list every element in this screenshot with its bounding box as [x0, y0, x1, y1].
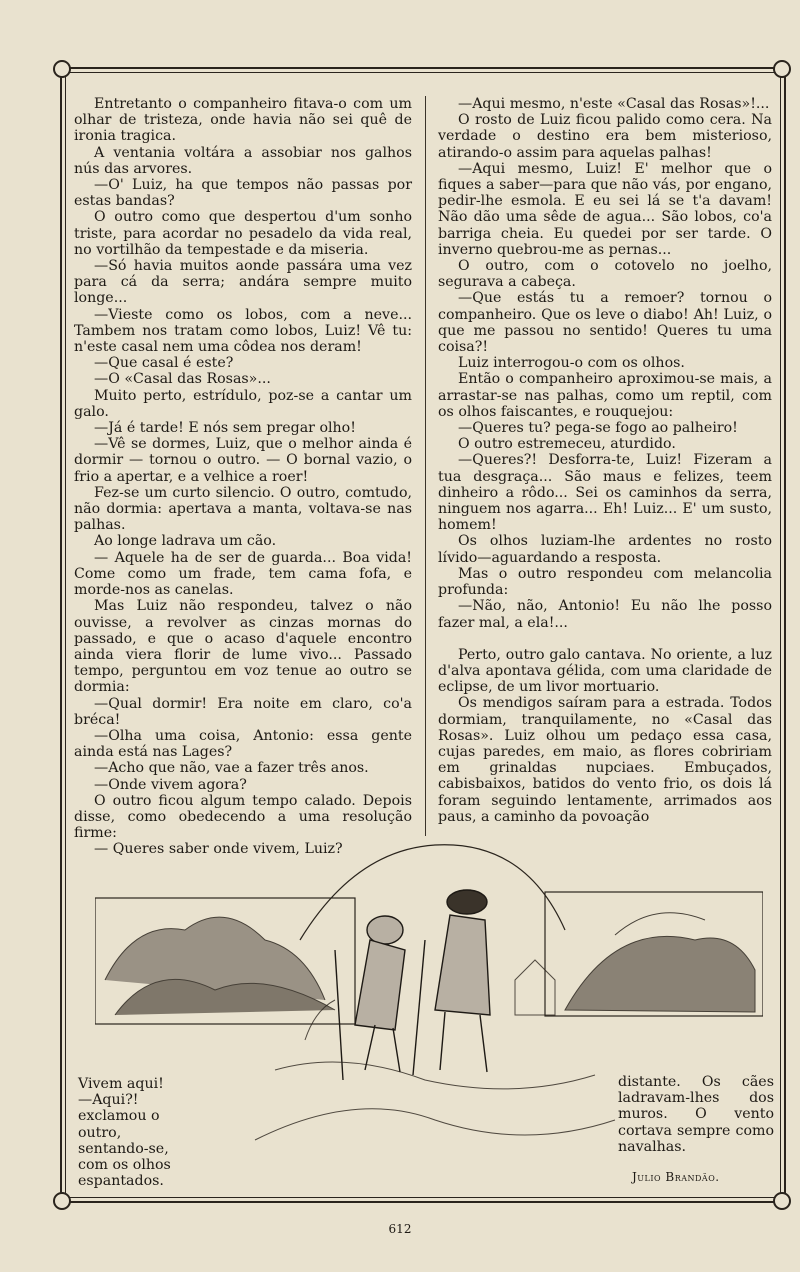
paragraph: — Queres saber onde vivem, Luiz?	[94, 841, 343, 858]
paragraph: —Olha uma coisa, Antonio: essa gente ainda está nas Lages?	[74, 727, 412, 761]
paragraph: —Aqui mesmo, Luiz! E' melhor que o fiques a saber—para que não vás, por engano, pedir-lhe esmola. E eu sei lá se t'a davam! Não dão uma sêde de agua... São lobos, co'a barriga cheia. Eu quedei por ser tarde. O inverno quebrou-me as pernas...	[438, 160, 772, 258]
paragraph: Perto, outro galo cantava. No oriente, a luz d'alva apontava gélida, com uma claridade de eclipse, de um livor mortuario.	[438, 646, 772, 696]
paragraph: —Acho que não, vae a fazer três anos.	[94, 760, 369, 777]
right-text-column	[438, 96, 772, 825]
bottom-left-line: Vivem aqui!	[78, 1076, 164, 1092]
paragraph: —Qual dormir! Era noite em claro, co'a bréca!	[74, 695, 412, 728]
bottom-right-text	[618, 1074, 774, 1155]
paragraph: Ao longe ladrava um cão.	[94, 533, 277, 550]
paragraph: —Só havia muitos aonde passára uma vez para cá da serra; andára sempre muito longe...	[74, 258, 412, 307]
bottom-left-text	[78, 1076, 192, 1189]
bottom-left-line: —Aqui?! exclamou o outro, sentando-se, com os olhos espantados.	[78, 1092, 171, 1190]
paragraph: —Queres tu? pega-se fogo ao palheiro!	[458, 420, 738, 437]
page-number: 612	[388, 1222, 412, 1236]
paragraph: O outro estremeceu, aturdido.	[458, 436, 676, 453]
paragraph: —Vieste como os lobos, com a neve... Tambem nos tratam como lobos, Luiz! Vê tu: n'este casal nem uma côdea nos deram!	[74, 306, 412, 356]
column-divider	[425, 96, 426, 836]
paragraph: —Queres?! Desforra-te, Luiz! Fizeram a tua desgraça... São maus e felizes, teem dinheiro a rôdo... Sei os caminhos da serra, ninguem nos agarra... Eh! Luiz... E' um susto, homem!	[438, 452, 772, 534]
paragraph: O outro ficou algum tempo calado. Depois disse, como obedecendo a uma resolução firme:	[74, 792, 412, 842]
paragraph: —Onde vivem agora?	[94, 776, 247, 793]
paragraph: Fez-se um curto silencio. O outro, comtudo, não dormia: apertava a manta, voltava-se nas palhas.	[74, 484, 412, 534]
paragraph: —O' Luiz, ha que tempos não passas por estas bandas?	[74, 177, 412, 210]
paragraph: Luiz interrogou-o com os olhos.	[458, 355, 685, 372]
paragraph: Mas Luiz não respondeu, talvez o não ouvisse, a revolver as cinzas mornas do passado, e que o acaso d'aquele encontro ainda viera florir de lume vivo... Passado tempo, perguntou em voz tenue ao outro se dormia:	[74, 598, 412, 696]
frame-corner-ornament	[53, 1192, 71, 1210]
paragraph: Então o companheiro aproximou-se mais, a arrastar-se nas palhas, como um reptil, com os olhos faiscantes, e rouquejou:	[438, 371, 772, 420]
paragraph: —Já é tarde! E nós sem pregar olho!	[94, 420, 356, 437]
paragraph: — Aquele ha de ser de guarda... Boa vida! Come como um frade, tem cama fofa, e morde-nos as canelas.	[74, 549, 412, 599]
frame-corner-ornament	[773, 1192, 791, 1210]
paragraph: Os mendigos saíram para a estrada. Todos dormiam, tranquilamente, no «Casal das Rosas». Luiz olhou um pedaço essa casa, cujas paredes, em maio, as flores cobririam em grinaldas nupciaes. Embuçados, cabisbaixos, batidos do vento frio, os dois lá foram seguindo lentamente, arrimados aos paus, a caminho da povoação	[438, 695, 772, 825]
paragraph: —Que estás tu a remoer? tornou o companheiro. Que os leve o diabo! Ah! Luiz, o que me passou no sentido! Queres tu uma coisa?!	[438, 290, 772, 356]
paragraph: —Aqui mesmo, n'este «Casal das Rosas»!...	[458, 96, 770, 112]
frame-corner-ornament	[53, 60, 71, 78]
paragraph: Os olhos luziam-lhe ardentes no rosto lívido—aguardando a resposta.	[438, 533, 772, 566]
left-text-column	[74, 96, 412, 858]
paragraph: Muito perto, estrídulo, poz-se a cantar um galo.	[74, 387, 412, 420]
bottom-right-paragraph: distante. Os cães ladravam-lhes dos muros. O vento cortava sempre como navalhas.	[618, 1074, 774, 1155]
paragraph: —Que casal é este?	[94, 355, 234, 372]
author-signature: Julio Brandão.	[632, 1170, 720, 1184]
paragraph: —O «Casal das Rosas»...	[94, 371, 271, 388]
paragraph: Entretanto o companheiro fitava-o com um olhar de tristeza, onde havia não sei quê de ironia tragica.	[74, 96, 412, 145]
paragraph: —Não, não, Antonio! Eu não lhe posso fazer mal, a ela!...	[438, 598, 772, 631]
paragraph: A ventania voltára a assobiar nos galhos nús das arvores.	[74, 144, 412, 177]
paragraph: —Vê se dormes, Luiz, que o melhor ainda é dormir — tornou o outro. — O bornal vazio, o frio a apertar, e a velhice a roer!	[74, 436, 412, 485]
paragraph: O outro, com o cotovelo no joelho, segurava a cabeça.	[438, 258, 772, 291]
paragraph: O rosto de Luiz ficou palido como cera. Na verdade o destino era bem misterioso, atirando-o assim para aquelas palhas!	[438, 112, 772, 161]
paragraph: O outro como que despertou d'um sonho triste, para acordar no pesadelo da vida real, no vortilhão da tempestade e da miseria.	[74, 209, 412, 258]
frame-corner-ornament	[773, 60, 791, 78]
paragraph: Mas o outro respondeu com melancolia profunda:	[438, 565, 772, 599]
